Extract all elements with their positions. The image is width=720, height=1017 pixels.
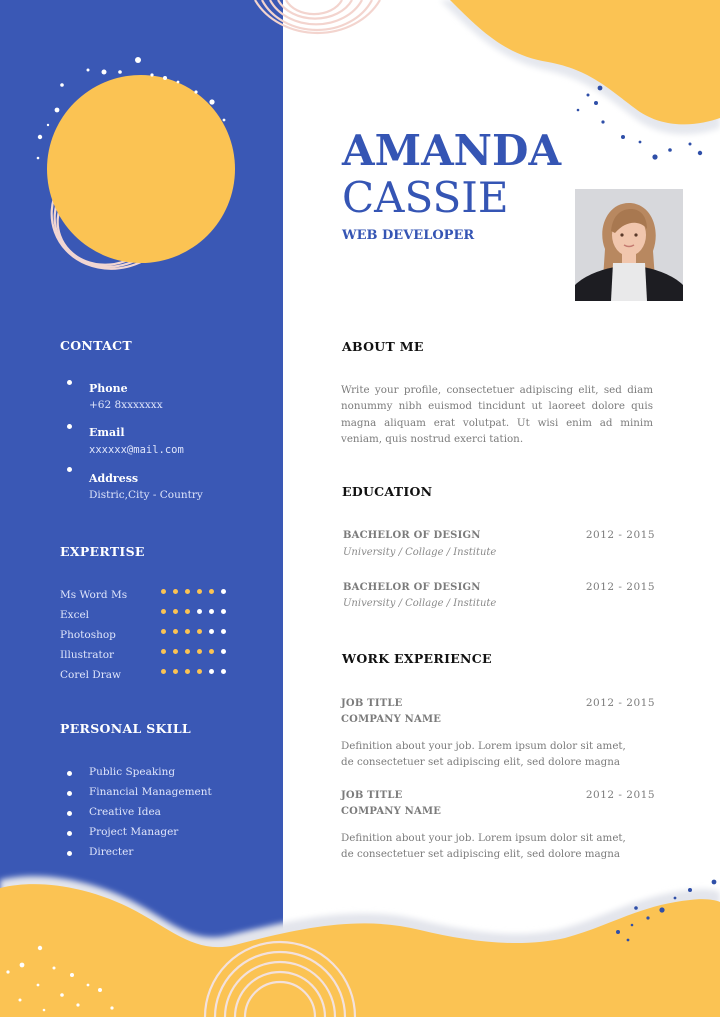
rating-dot-empty [221, 589, 226, 594]
rating-dot-empty [221, 609, 226, 614]
education-years: 2012 - 2015 [585, 581, 655, 593]
address-label: Address [89, 472, 139, 485]
education-degree: BACHELOR OF DESIGN [343, 582, 481, 593]
job-description: Definition about your job. Lorem ipsum dolor sit amet, de consectetuer set adipiscing elit, sed dolore magna [341, 740, 626, 769]
rating-dot-filled [161, 609, 166, 614]
personal-skill-item: Public Speaking [89, 766, 176, 778]
education-years: 2012 - 2015 [585, 529, 655, 541]
phone-label: Phone [89, 382, 128, 395]
rating-dot-filled [173, 629, 178, 634]
expertise-rating [161, 609, 226, 614]
skill-bullet [67, 851, 72, 856]
expertise-rating [161, 649, 226, 654]
about-text: Write your profile, consectetuer adipiscing elit, sed diam nonummy nibh euismod tincidunt ut laoreet dolore quis magna aliquam erat volutpat. Ut wisi enim ad minim veniam, quis nostrud exerci tation. [341, 384, 653, 445]
expertise-rating [161, 669, 226, 674]
address-value: Distric,City - Country [89, 489, 203, 501]
rating-dot-empty [221, 629, 226, 634]
work-heading: WORK EXPERIENCE [342, 651, 492, 666]
skill-bullet [67, 771, 72, 776]
contact-bullet [67, 424, 72, 429]
rating-dot-filled [209, 649, 214, 654]
rating-dot-filled [185, 589, 190, 594]
education-heading: EDUCATION [342, 484, 433, 499]
rating-dot-filled [161, 669, 166, 674]
sun-circle [47, 75, 235, 263]
about-heading: ABOUT ME [342, 339, 424, 354]
rating-dot-filled [185, 649, 190, 654]
skill-bullet [67, 831, 72, 836]
rating-dot-filled [173, 669, 178, 674]
expertise-heading: EXPERTISE [60, 544, 145, 559]
rating-dot-filled [185, 669, 190, 674]
job-description: Definition about your job. Lorem ipsum dolor sit amet, de consectetuer set adipiscing elit, sed dolore magna [341, 832, 626, 861]
phone-value: +62 8xxxxxxx [89, 399, 163, 411]
contact-bullet [67, 467, 72, 472]
personal-skill-heading: PERSONAL SKILL [60, 721, 192, 736]
skill-bullet [67, 791, 72, 796]
personal-skill-item: Creative Idea [89, 806, 161, 818]
profile-photo-icon [575, 189, 683, 301]
job-role: WEB DEVELOPER [342, 228, 475, 243]
rating-dot-filled [161, 649, 166, 654]
rating-dot-filled [197, 669, 202, 674]
education-school: University / Collage / Institute [343, 547, 497, 558]
company-name: COMPANY NAME [341, 714, 442, 725]
rating-dot-empty [197, 609, 202, 614]
rating-dot-empty [209, 669, 214, 674]
expertise-item-name: Ms Word Ms [60, 589, 128, 601]
expertise-rating [161, 589, 226, 594]
rating-dot-filled [161, 629, 166, 634]
skill-bullet [67, 811, 72, 816]
rating-dot-filled [173, 609, 178, 614]
contact-heading: CONTACT [60, 338, 132, 353]
rating-dot-filled [209, 589, 214, 594]
rating-dot-empty [221, 669, 226, 674]
job-years: 2012 - 2015 [585, 789, 655, 801]
job-years: 2012 - 2015 [585, 697, 655, 709]
personal-skill-item: Financial Management [89, 786, 212, 798]
email-label: Email [89, 426, 125, 439]
personal-skill-item: Project Manager [89, 826, 179, 838]
rating-dot-empty [209, 629, 214, 634]
email-value: xxxxxx@mail.com [89, 444, 184, 456]
expertise-item-name: Excel [60, 609, 90, 621]
first-name: AMANDA [342, 126, 562, 175]
expertise-rating [161, 629, 226, 634]
rating-dot-filled [197, 629, 202, 634]
expertise-item-name: Photoshop [60, 629, 116, 641]
education-degree: BACHELOR OF DESIGN [343, 530, 481, 541]
rating-dot-filled [173, 589, 178, 594]
rating-dot-filled [161, 589, 166, 594]
personal-skill-item: Directer [89, 846, 134, 858]
rating-dot-filled [197, 589, 202, 594]
contact-bullet [67, 380, 72, 385]
last-name: CASSIE [342, 173, 509, 222]
rating-dot-filled [173, 649, 178, 654]
job-title: JOB TITLE [341, 790, 403, 801]
expertise-item-name: Corel Draw [60, 669, 121, 681]
rating-dot-filled [197, 649, 202, 654]
expertise-item-name: Illustrator [60, 649, 115, 661]
rating-dot-filled [185, 629, 190, 634]
rating-dot-empty [209, 609, 214, 614]
job-title: JOB TITLE [341, 698, 403, 709]
company-name: COMPANY NAME [341, 806, 442, 817]
top-right-wave [450, 0, 720, 124]
rating-dot-empty [221, 649, 226, 654]
rating-dot-filled [185, 609, 190, 614]
education-school: University / Collage / Institute [343, 598, 497, 609]
bottom-wave [0, 884, 720, 1017]
